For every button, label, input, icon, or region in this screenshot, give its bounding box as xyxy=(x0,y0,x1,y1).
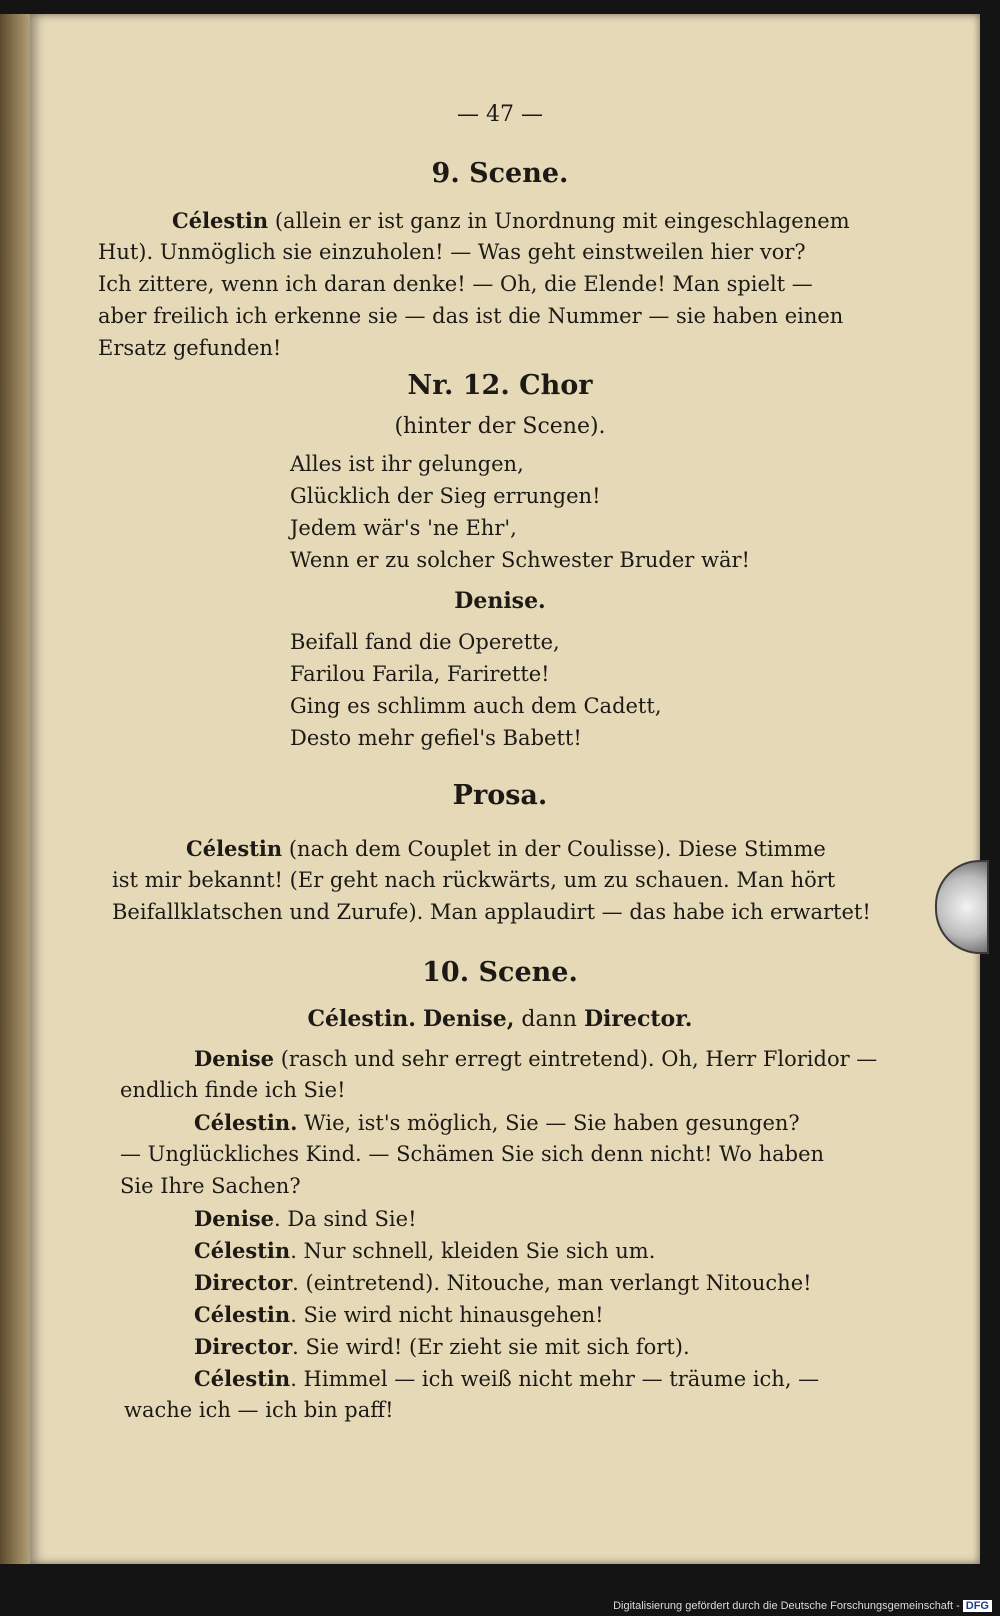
digitization-credit xyxy=(613,1600,992,1612)
speaker: Director xyxy=(194,1270,293,1295)
scene10-line-11 xyxy=(194,1366,819,1391)
scene9-line-3: Ich zittere, wenn ich daran denke! — Oh, die Elende! Man spielt — xyxy=(98,272,813,296)
dialogue-text: . Sie wird nicht hinausgehen! xyxy=(290,1303,604,1327)
scene9-title: 9. Scene. xyxy=(431,158,569,189)
speaker: Célestin xyxy=(194,1366,291,1391)
speaker: Denise xyxy=(194,1046,275,1071)
prosa-line-3: Beifallklatschen und Zurufe). Man applaudirt — das habe ich erwartet! xyxy=(112,900,871,924)
chorus-stage-direction: (hinter der Scene). xyxy=(394,414,606,439)
dfg-logo: DFG xyxy=(963,1600,992,1612)
verse-line: Jedem wär's 'ne Ehr', xyxy=(290,516,517,540)
cast-celestin: Célestin. xyxy=(307,1006,416,1032)
speaker: Denise xyxy=(194,1206,275,1231)
prosa-line-2: ist mir bekannt! (Er geht nach rückwärts, um zu schauen. Man hört xyxy=(112,868,836,892)
cast-denise: Denise, xyxy=(422,1006,515,1032)
scene10-line-4: — Unglückliches Kind. — Schämen Sie sich denn nicht! Wo haben xyxy=(120,1142,825,1166)
speaker: Célestin xyxy=(172,208,269,233)
chorus-speaker-denise: Denise. xyxy=(454,588,546,614)
dialogue-text: . Himmel — ich weiß nicht mehr — träume ich, — xyxy=(290,1367,820,1391)
speaker: Célestin xyxy=(194,1238,291,1263)
verse-line: Beifall fand die Operette, xyxy=(290,630,560,654)
speaker: Célestin. xyxy=(194,1110,298,1135)
scene10-cast xyxy=(0,1006,1000,1032)
scene10-line-3 xyxy=(194,1110,800,1135)
chorus-title: Nr. 12. Chor xyxy=(407,370,593,401)
scene10-line-9 xyxy=(194,1302,604,1327)
page-number: — 47 — xyxy=(457,102,543,127)
verse-line: Alles ist ihr gelungen, xyxy=(290,452,524,476)
dialogue-text: (allein er ist ganz in Unordnung mit eingeschlagenem xyxy=(268,209,850,233)
dialogue-text: (nach dem Couplet in der Coulisse). Diese Stimme xyxy=(282,837,826,861)
scene10-line-7 xyxy=(194,1238,655,1263)
speaker: Célestin xyxy=(186,836,283,861)
scene9-line-4: aber freilich ich erkenne sie — das ist die Nummer — sie haben einen xyxy=(98,304,844,328)
cast-joiner: dann xyxy=(514,1007,584,1032)
scene9-line-1 xyxy=(172,208,850,233)
scene10-line-5: Sie Ihre Sachen? xyxy=(120,1174,301,1198)
verse-line: Glücklich der Sieg errungen! xyxy=(290,484,601,508)
prosa-line-1 xyxy=(186,836,826,861)
dialogue-text: (rasch und sehr erregt eintretend). Oh, Herr Floridor — xyxy=(274,1047,878,1071)
dialogue-text: . Sie wird! (Er zieht sie mit sich fort). xyxy=(292,1335,690,1359)
verse-line: Desto mehr gefiel's Babett! xyxy=(290,726,582,750)
scene10-line-6 xyxy=(194,1206,417,1231)
verse-line: Ging es schlimm auch dem Cadett, xyxy=(290,694,662,718)
credit-text: Digitalisierung gefördert durch die Deutsche Forschungsgemeinschaft - xyxy=(613,1600,960,1612)
scene10-line-10 xyxy=(194,1334,690,1359)
scene9-line-2: Hut). Unmöglich sie einzuholen! — Was geht einstweilen hier vor? xyxy=(98,240,806,264)
dialogue-text: Wie, ist's möglich, Sie — Sie haben gesungen? xyxy=(297,1111,800,1135)
dialogue-text: . (eintretend). Nitouche, man verlangt Nitouche! xyxy=(292,1271,812,1295)
verse-line: Wenn er zu solcher Schwester Bruder wär! xyxy=(290,548,750,572)
scene10-title: 10. Scene. xyxy=(422,957,578,988)
scene10-line-1 xyxy=(194,1046,877,1071)
scene9-line-5: Ersatz gefunden! xyxy=(98,336,282,360)
speaker: Célestin xyxy=(194,1302,291,1327)
prosa-title: Prosa. xyxy=(452,780,548,811)
dialogue-text: . Nur schnell, kleiden Sie sich um. xyxy=(290,1239,656,1263)
dialogue-text: . Da sind Sie! xyxy=(274,1207,417,1231)
cast-director: Director. xyxy=(583,1006,693,1032)
scene10-line-8 xyxy=(194,1270,812,1295)
scene10-line-2: endlich finde ich Sie! xyxy=(120,1078,346,1102)
speaker: Director xyxy=(194,1334,293,1359)
verse-line: Farilou Farila, Farirette! xyxy=(290,662,550,686)
scene10-line-12: wache ich — ich bin paff! xyxy=(124,1398,394,1422)
